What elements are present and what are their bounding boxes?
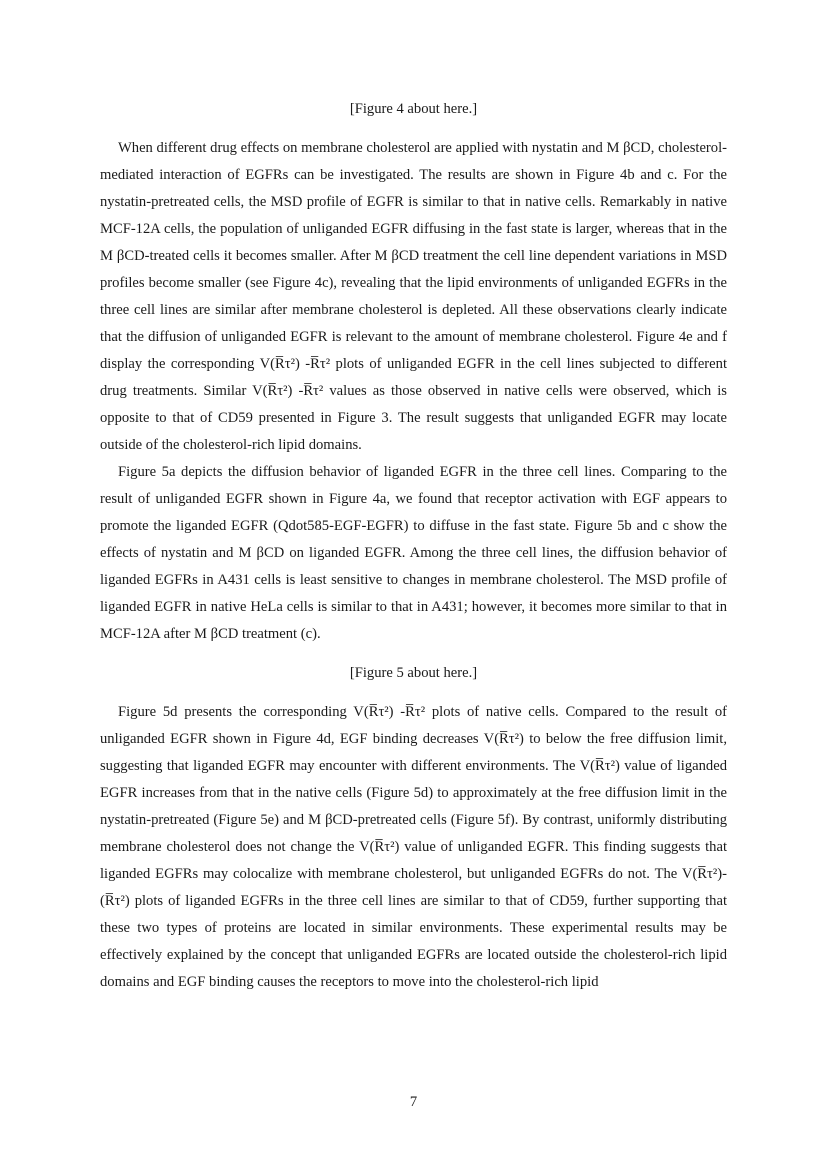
page-body	[100, 96, 727, 996]
figure-4-placeholder: [Figure 4 about here.]	[349, 101, 478, 117]
figure-5-placeholder: [Figure 5 about here.]	[349, 665, 478, 681]
paragraph-2: Figure 5a depicts the diffusion behavior of liganded EGFR in the three cell lines. Comparing to the result of unliganded EGFR shown in Figure 4a, we found that receptor activation with EGF appears to promote the liganded EGFR (Qdot585-EGF-EGFR) to diffuse in the fast state. Figure 5b and c show the effects of nystatin and M βCD on liganded EGFR. Among the three cell lines, the diffusion behavior of liganded EGFRs in A431 cells is least sensitive to changes in membrane cholesterol. The MSD profile of liganded EGFR in native HeLa cells is similar to that in A431; however, it becomes more similar to that in MCF-12A after M βCD treatment (c).	[100, 464, 727, 642]
paragraph-3: Figure 5d presents the corresponding V(R̅τ²) -R̅τ² plots of native cells. Compared to the result of unliganded EGFR shown in Figure 4d, EGF binding decreases V(R̅τ²) to below the free diffusion limit, suggesting that liganded EGFR may encounter with different environments. The V(R̅τ²) value of liganded EGFR increases from that in the native cells (Figure 5d) to approximately at the free diffusion limit in the nystatin-pretreated (Figure 5e) and M βCD-pretreated cells (Figure 5f). By contrast, uniformly distributing membrane cholesterol does not change the V(R̅τ²) value of unliganded EGFR. This finding suggests that liganded EGFRs may colocalize with membrane cholesterol, but unliganded EGFRs do not. The V(R̅τ²)- (R̅τ²) plots of liganded EGFRs in the three cell lines are similar to that of CD59, further supporting that these two types of proteins are located in similar environments. These experimental results may be effectively explained by the concept that unliganded EGFRs are located outside the cholesterol-rich lipid domains and EGF binding causes the receptors to move into the cholesterol-rich lipid	[100, 704, 727, 990]
paragraph-1: When different drug effects on membrane cholesterol are applied with nystatin and M βCD, cholesterol-mediated interaction of EGFRs can be investigated. The results are shown in Figure 4b and c. For the nystatin-pretreated cells, the MSD profile of EGFR is similar to that in native cells. Remarkably in native MCF-12A cells, the population of unliganded EGFR diffusing in the fast state is larger, whereas that in the M βCD-treated cells it becomes smaller. After M βCD treatment the cell line dependent variations in MSD profiles become smaller (see Figure 4c), revealing that the lipid environments of unliganded EGFRs in the three cell lines are similar after membrane cholesterol is depleted. All these observations clearly indicate that the diffusion of unliganded EGFR is relevant to the amount of membrane cholesterol. Figure 4e and f display the corresponding V(R̅τ²) -R̅τ² plots of unliganded EGFR in the cell lines subjected to different drug treatments. Similar V(R̅τ²) -R̅τ² values as those observed in native cells were observed, which is opposite to that of CD59 presented in Figure 3. The result suggests that unliganded EGFR may locate outside of the cholesterol-rich lipid domains.	[100, 140, 727, 453]
page-number: 7	[409, 1094, 418, 1110]
